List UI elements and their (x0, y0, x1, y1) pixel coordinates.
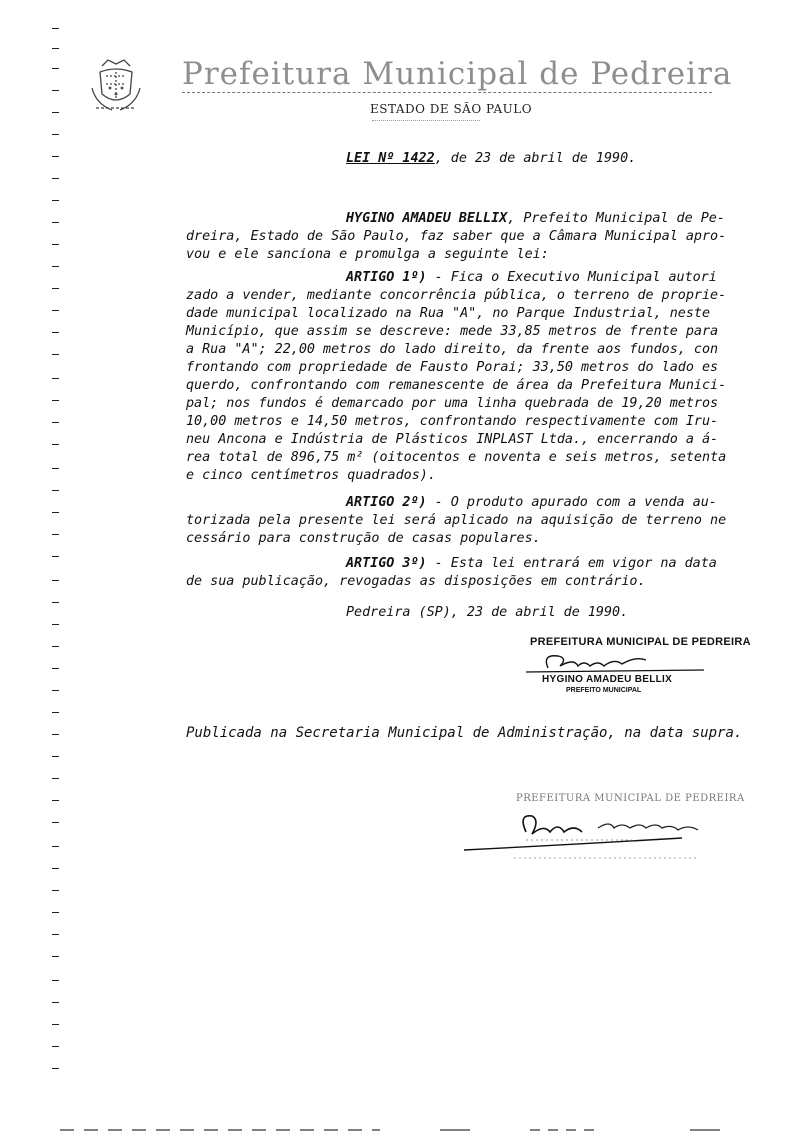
letterhead-title: Prefeitura Municipal de Pedreira (182, 56, 733, 92)
signature-stamp: PREFEITURA MUNICIPAL DE PEDREIRA (530, 636, 751, 648)
bottom-edge-marks (0, 1118, 800, 1142)
law-number: LEI Nº 1422 (346, 151, 435, 166)
article-2-line: cessário para construção de casas populares. (186, 531, 541, 546)
article-1-line: zado a vender, mediante concorrência pública, o terreno de proprie- (186, 288, 727, 303)
mayor-name: HYGINO AMADEU BELLIX (346, 211, 508, 226)
state-rule (372, 120, 480, 121)
article-3-label: ARTIGO 3º) (346, 556, 427, 571)
place-date: Pedreira (SP), 23 de abril de 1990. (346, 605, 629, 620)
article-3-line: de sua publicação, revogadas as disposições em contrário. (186, 574, 646, 589)
law-title (346, 150, 636, 168)
article-1-line: querdo, confrontando com remanescente de área da Prefeitura Munici- (186, 378, 727, 393)
publication-note: Publicada na Secretaria Municipal de Administração, na data supra. (186, 725, 743, 741)
article-2-heading: ARTIGO 2º) - O produto apurado com a venda au- (346, 495, 717, 510)
article-2-label: ARTIGO 2º) (346, 495, 427, 510)
article-1-line: e cinco centímetros quadrados). (186, 468, 436, 483)
article-1-line: 10,00 metros e 14,50 metros, confrontando respectivamente com Iru- (186, 414, 719, 429)
signature-2-stamp: PREFEITURA MUNICIPAL DE PEDREIRA (516, 793, 745, 804)
article-1-line: neu Ancona e Indústria de Plásticos INPLAST Ltda., encerrando a á- (186, 432, 719, 447)
letterhead-rule (182, 92, 712, 93)
article-1-line: frontando com propriedade de Fausto Porai; 33,50 metros do lado es (186, 360, 719, 375)
article-1-line: pal; nos fundos é demarcado por uma linha quebrada de 19,20 metros (186, 396, 719, 411)
signer-1-role: PREFEITO MUNICIPAL (566, 687, 642, 694)
article-1-line: rea total de 896,75 m² (oitocentos e noventa e seis metros, setenta (186, 450, 727, 465)
signer-1-name: HYGINO AMADEU BELLIX (542, 674, 673, 685)
article-1-line: Município, que assim se descreve: mede 33,85 metros de frente para (186, 324, 719, 339)
preamble-line-3: vou e ele sanciona e promulga a seguinte lei: (186, 247, 549, 262)
signature-2-icon (462, 804, 712, 864)
article-3-heading: ARTIGO 3º) - Esta lei entrará em vigor na data (346, 556, 717, 571)
article-2-line: torizada pela presente lei será aplicado na aquisição de terreno ne (186, 513, 727, 528)
coat-of-arms-icon (88, 58, 144, 116)
article-1-label: ARTIGO 1º) (346, 270, 427, 285)
article-1-line: a Rua "A"; 22,00 metros do lado direito, da frente aos fundos, con (186, 342, 719, 357)
letterhead-state: ESTADO DE SÃO PAULO (370, 102, 533, 116)
law-date: , de 23 de abril de 1990. (434, 151, 637, 166)
preamble-line-2: dreira, Estado de São Paulo, faz saber que a Câmara Municipal apro- (186, 229, 727, 244)
preamble-line-1: HYGINO AMADEU BELLIX, Prefeito Municipal de Pe- (346, 211, 725, 226)
article-1-heading: ARTIGO 1º) - Fica o Executivo Municipal autori (346, 270, 717, 285)
article-1-line: dade municipal localizado na Rua "A", no Parque Industrial, neste (186, 306, 711, 321)
